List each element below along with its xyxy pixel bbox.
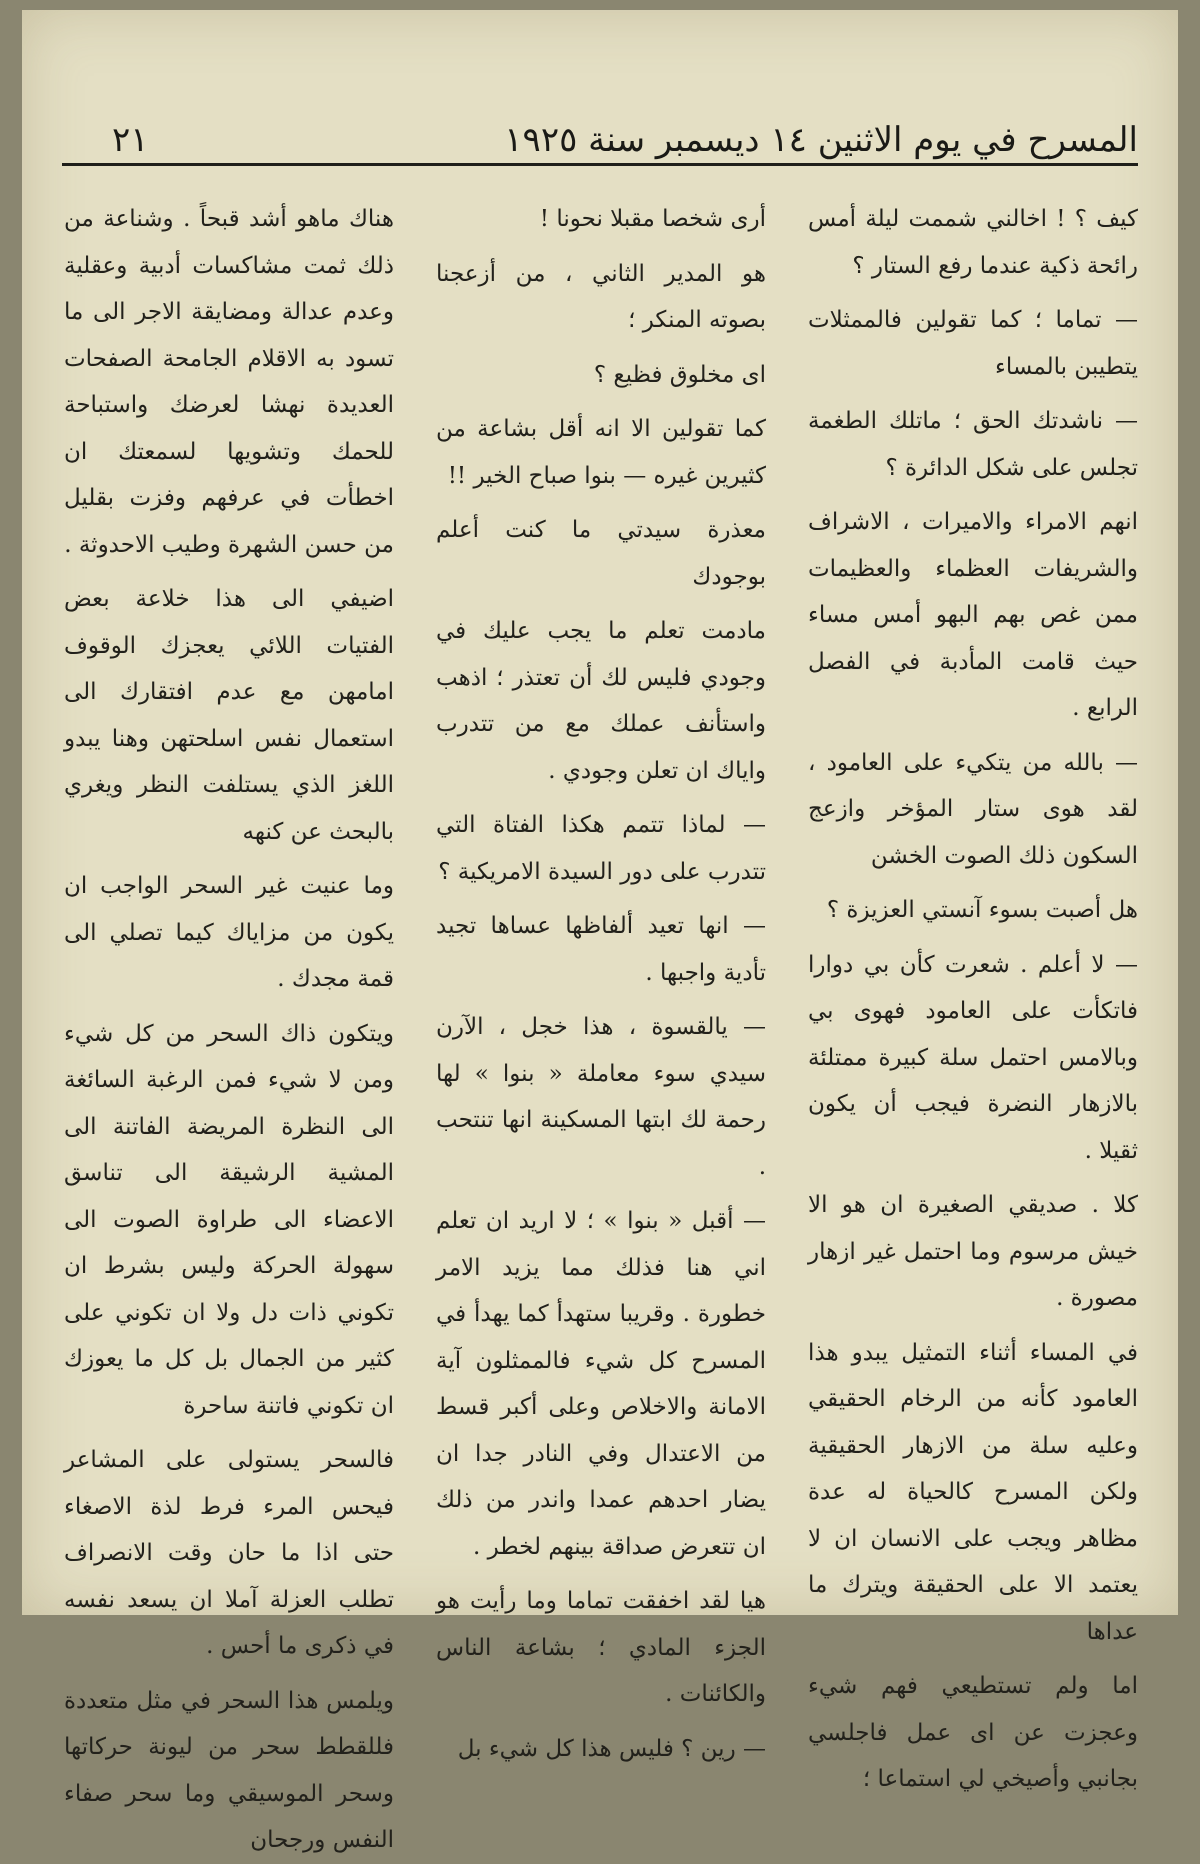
paragraph: ويلمس هذا السحر في مثل متعددة فللقطط سحر من ليونة حركاتها وسحر الموسيقي وما سحر صفاء النفس ورجحان — [64, 1687, 394, 1853]
paragraph: كما تقولين الا انه أقل بشاعة من كثيرين غيره — بنوا صباح الخير !! — [436, 416, 766, 489]
column-middle — [436, 196, 766, 1762]
paragraph: — أقبل « بنوا » ؛ لا اريد ان تعلم اني هنا فذلك مما يزيد الامر خطورة . وقريبا ستهدأ كما يهدأ في المسرح كل شيء فالممثلون آية الامانة والاخلاص وعلى أكبر قسط من الاعتدال وفي النادر جدا ان يضار احدهم عمدا واندر من ذلك ان تتعرض صداقة بينهم لخطر . — [436, 1208, 766, 1560]
header-title: المسرح في يوم الاثنين ١٤ ديسمبر سنة ١٩٢٥ — [504, 120, 1138, 160]
page-number: ٢١ — [112, 120, 149, 160]
paragraph: اما ولم تستطيعي فهم شيء وعجزت عن اى عمل فاجلسي بجانبي وأصيخي لي استماعا ؛ — [808, 1673, 1138, 1792]
newspaper-page — [22, 10, 1178, 1853]
paragraph: هل أصبت بسوء آنستي العزيزة ؟ — [826, 897, 1138, 923]
paragraph: كيف ؟ ! اخالني شممت ليلة أمس رائحة ذكية عندما رفع الستار ؟ — [808, 206, 1138, 279]
paragraph: هناك ماهو أشد قبحاً . وشناعة من ذلك ثمت مشاكسات أدبية وعقلية وعدم عدالة ومضايقة الاجر الى ما تسود به الاقلام الجامحة الصفحات العديدة نهشا لعرضك واستباحة للحمك وتشويها لسمعتك ان اخطأت في عرفهم وفزت بقليل من حسن الشهرة وطيب الاحدوثة . — [64, 206, 394, 558]
paragraph: هو المدير الثاني ، من أزعجنا بصوته المنكر ؛ — [436, 260, 766, 333]
paragraph: اى مخلوق فظيع ؟ — [593, 361, 766, 388]
paragraph: انهم الامراء والاميرات ، الاشراف والشريفات العظماء والعظيمات ممن غص بهم البهو أمس مساء حيث قامت المأدبة في الفصل الرابع . — [808, 509, 1138, 721]
paragraph: — لا أعلم . شعرت كأن بي دوارا فاتكأت على العامود فهوى بي وبالامس احتمل سلة كبيرة ممتلئة بالازهار النضرة فيجب أن يكون ثقيلا . — [808, 951, 1138, 1164]
paragraph: ويتكون ذاك السحر من كل شيء ومن لا شيء فمن الرغبة السائغة الى النظرة المريضة الفاتنة الى المشية الرشيقة الى تناسق الاعضاء الى طراوة الصوت الى سهولة الحركة وليس بشرط ان تكوني ذات دل ولا ان تكوني على كثير من الجمال بل كل ما يعوزك ان تكوني فاتنة ساحرة — [64, 1020, 394, 1419]
page-header — [62, 110, 1138, 170]
paragraph: — انها تعيد ألفاظها عساها تجيد تأدية واجبها . — [436, 913, 766, 986]
paragraph: وما عنيت غير السحر الواجب ان يكون من مزاياك كيما تصلي الى قمة مجدك . — [64, 873, 394, 992]
paragraph: كلا . صديقي الصغيرة ان هو الا خيش مرسوم وما احتمل غير ازهار مصورة . — [808, 1192, 1138, 1311]
header-rule — [62, 163, 1138, 166]
paragraph: — رين ؟ فليس هذا كل شيء بل — [457, 1735, 766, 1762]
paragraph: — تماما ؛ كما تقولين فالممثلات يتطيبن بالمساء — [808, 307, 1138, 380]
column-left — [64, 196, 394, 1853]
paragraph: في المساء أثناء التمثيل يبدو هذا العامود كأنه من الرخام الحقيقي وعليه سلة من الازهار الحقيقية ولكن المسرح كالحياة له عدة مظاهر ويجب على الانسان ان لا يعتمد الا على الحقيقة ويترك ما عداها — [808, 1339, 1138, 1645]
paragraph: — بالله من يتكيء على العامود ، لقد هوى ستار المؤخر وازعج السكون ذلك الصوت الخشن — [808, 749, 1138, 869]
column-right — [808, 196, 1138, 1792]
paragraph: فالسحر يستولى على المشاعر فيحس المرء فرط لذة الاصغاء حتى اذا ما حان وقت الانصراف تطلب العزلة آملا ان يسعد نفسه في ذكرى ما أحس . — [64, 1447, 394, 1659]
paragraph: — يالقسوة ، هذا خجل ، الآرن سيدي سوء معاملة « بنوا » لها رحمة لك ابتها المسكينة انها تنتحب . — [436, 1014, 766, 1180]
paragraph: اضيفي الى هذا خلاعة بعض الفتيات اللائي يعجزك الوقوف امامهن مع عدم افتقارك الى استعمال نفس اسلحتهن وهنا يبدو اللغز الذي يستلفت النظر ويغري بالبحث عن كنهه — [64, 586, 394, 845]
paragraph: أرى شخصا مقبلا نحونا ! — [539, 206, 766, 232]
paragraph: هيا لقد اخفقت تماما وما رأيت هو الجزء المادي ؛ بشاعة الناس والكائنات . — [436, 1588, 766, 1707]
paragraph: — ناشدتك الحق ؛ ماتلك الطغمة تجلس على شكل الدائرة ؟ — [808, 408, 1138, 481]
paragraph: معذرة سيدتي ما كنت أعلم بوجودك — [436, 517, 766, 590]
paragraph: — لماذا تتمم هكذا الفتاة التي تتدرب على دور السيدة الامريكية ؟ — [436, 812, 766, 885]
paragraph: مادمت تعلم ما يجب عليك في وجودي فليس لك أن تعتذر ؛ اذهب واستأنف عملك مع من تتدرب واياك ان تعلن وجودي . — [436, 618, 766, 784]
